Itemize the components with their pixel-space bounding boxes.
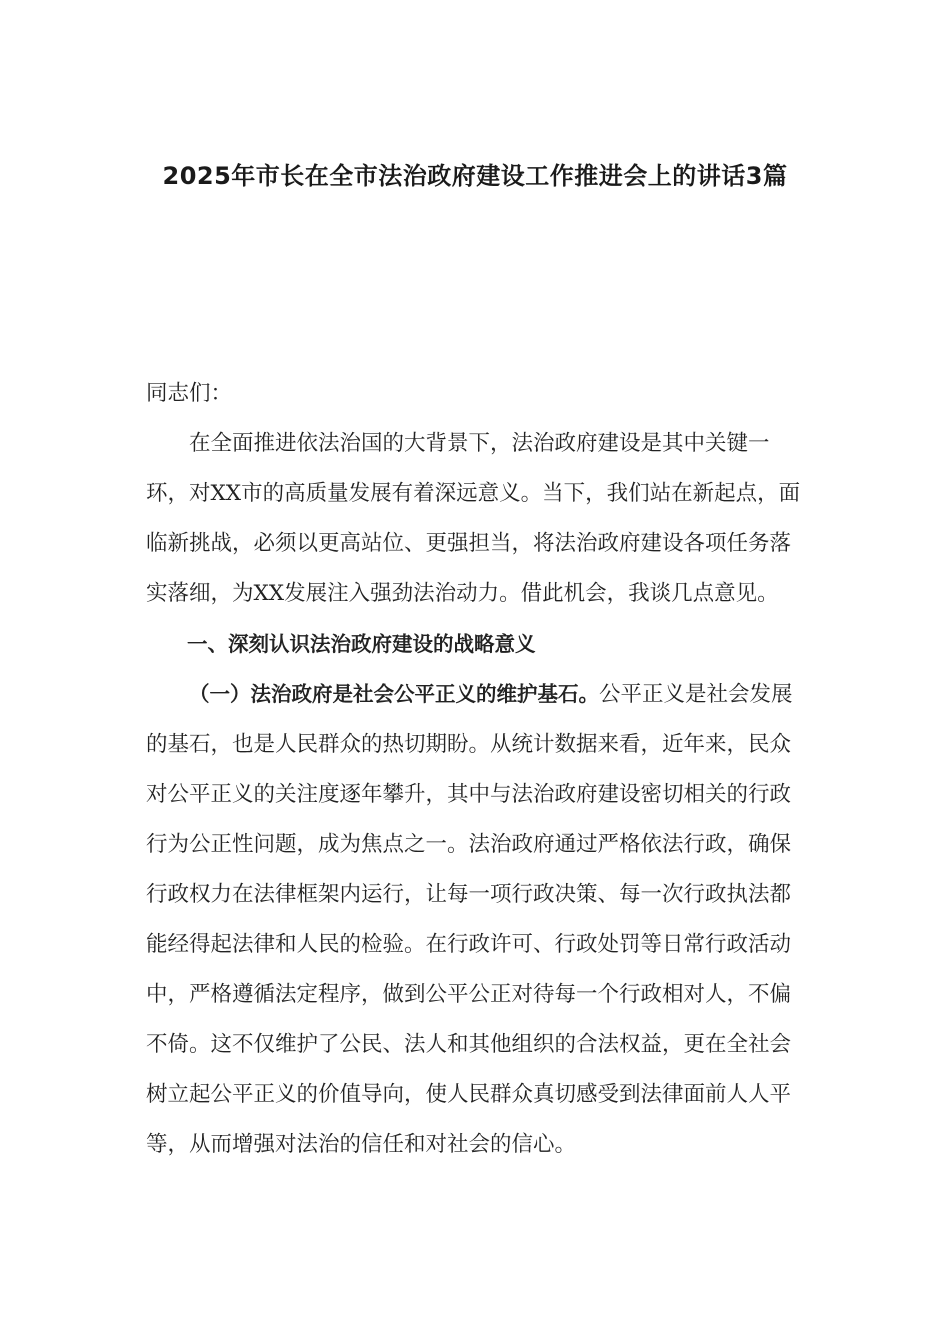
salutation: 同志们： [146,381,233,406]
subsection-paragraph-1 [146,669,806,1170]
document-title: 2025年市长在全市法治政府建设工作推进会上的讲话3篇 [162,162,788,190]
subsection-text: 公平正义是社会发展的基石，也是人民群众的热切期盼。从统计数据来看，近年来，民众对公平正义的关注度逐年攀升，其中与法治政府建设密切相关的行政行为公正性问题，成为焦点之一。法治政府通过严格依法行政，确保行政权力在法律框架内运行，让每一项行政决策、每一次行政执法都能经得起法律和人民的检验。在行政许可、行政处罚等日常行政活动中，严格遵循法定程序，做到公平公正对待每一个行政相对人，不偏不倚。这不仅维护了公民、法人和其他组织的合法权益，更在全社会树立起公平正义的价值导向，使人民群众真切感受到法律面前人人平等，从而增强对法治的信任和对社会的信心。 [146,682,793,1157]
intro-paragraph: 在全面推进依法治国的大背景下，法治政府建设是其中关键一环，对XX市的高质量发展有着深远意义。当下，我们站在新起点，面临新挑战，必须以更高站位、更强担当，将法治政府建设各项任务落实落细，为XX发展注入强劲法治动力。借此机会，我谈几点意见。 [146,431,801,606]
section-heading-1: 一、深刻认识法治政府建设的战略意义 [187,632,536,656]
subsection-lead: （一）法治政府是社会公平正义的维护基石。 [189,682,599,706]
document-body [146,369,806,1170]
